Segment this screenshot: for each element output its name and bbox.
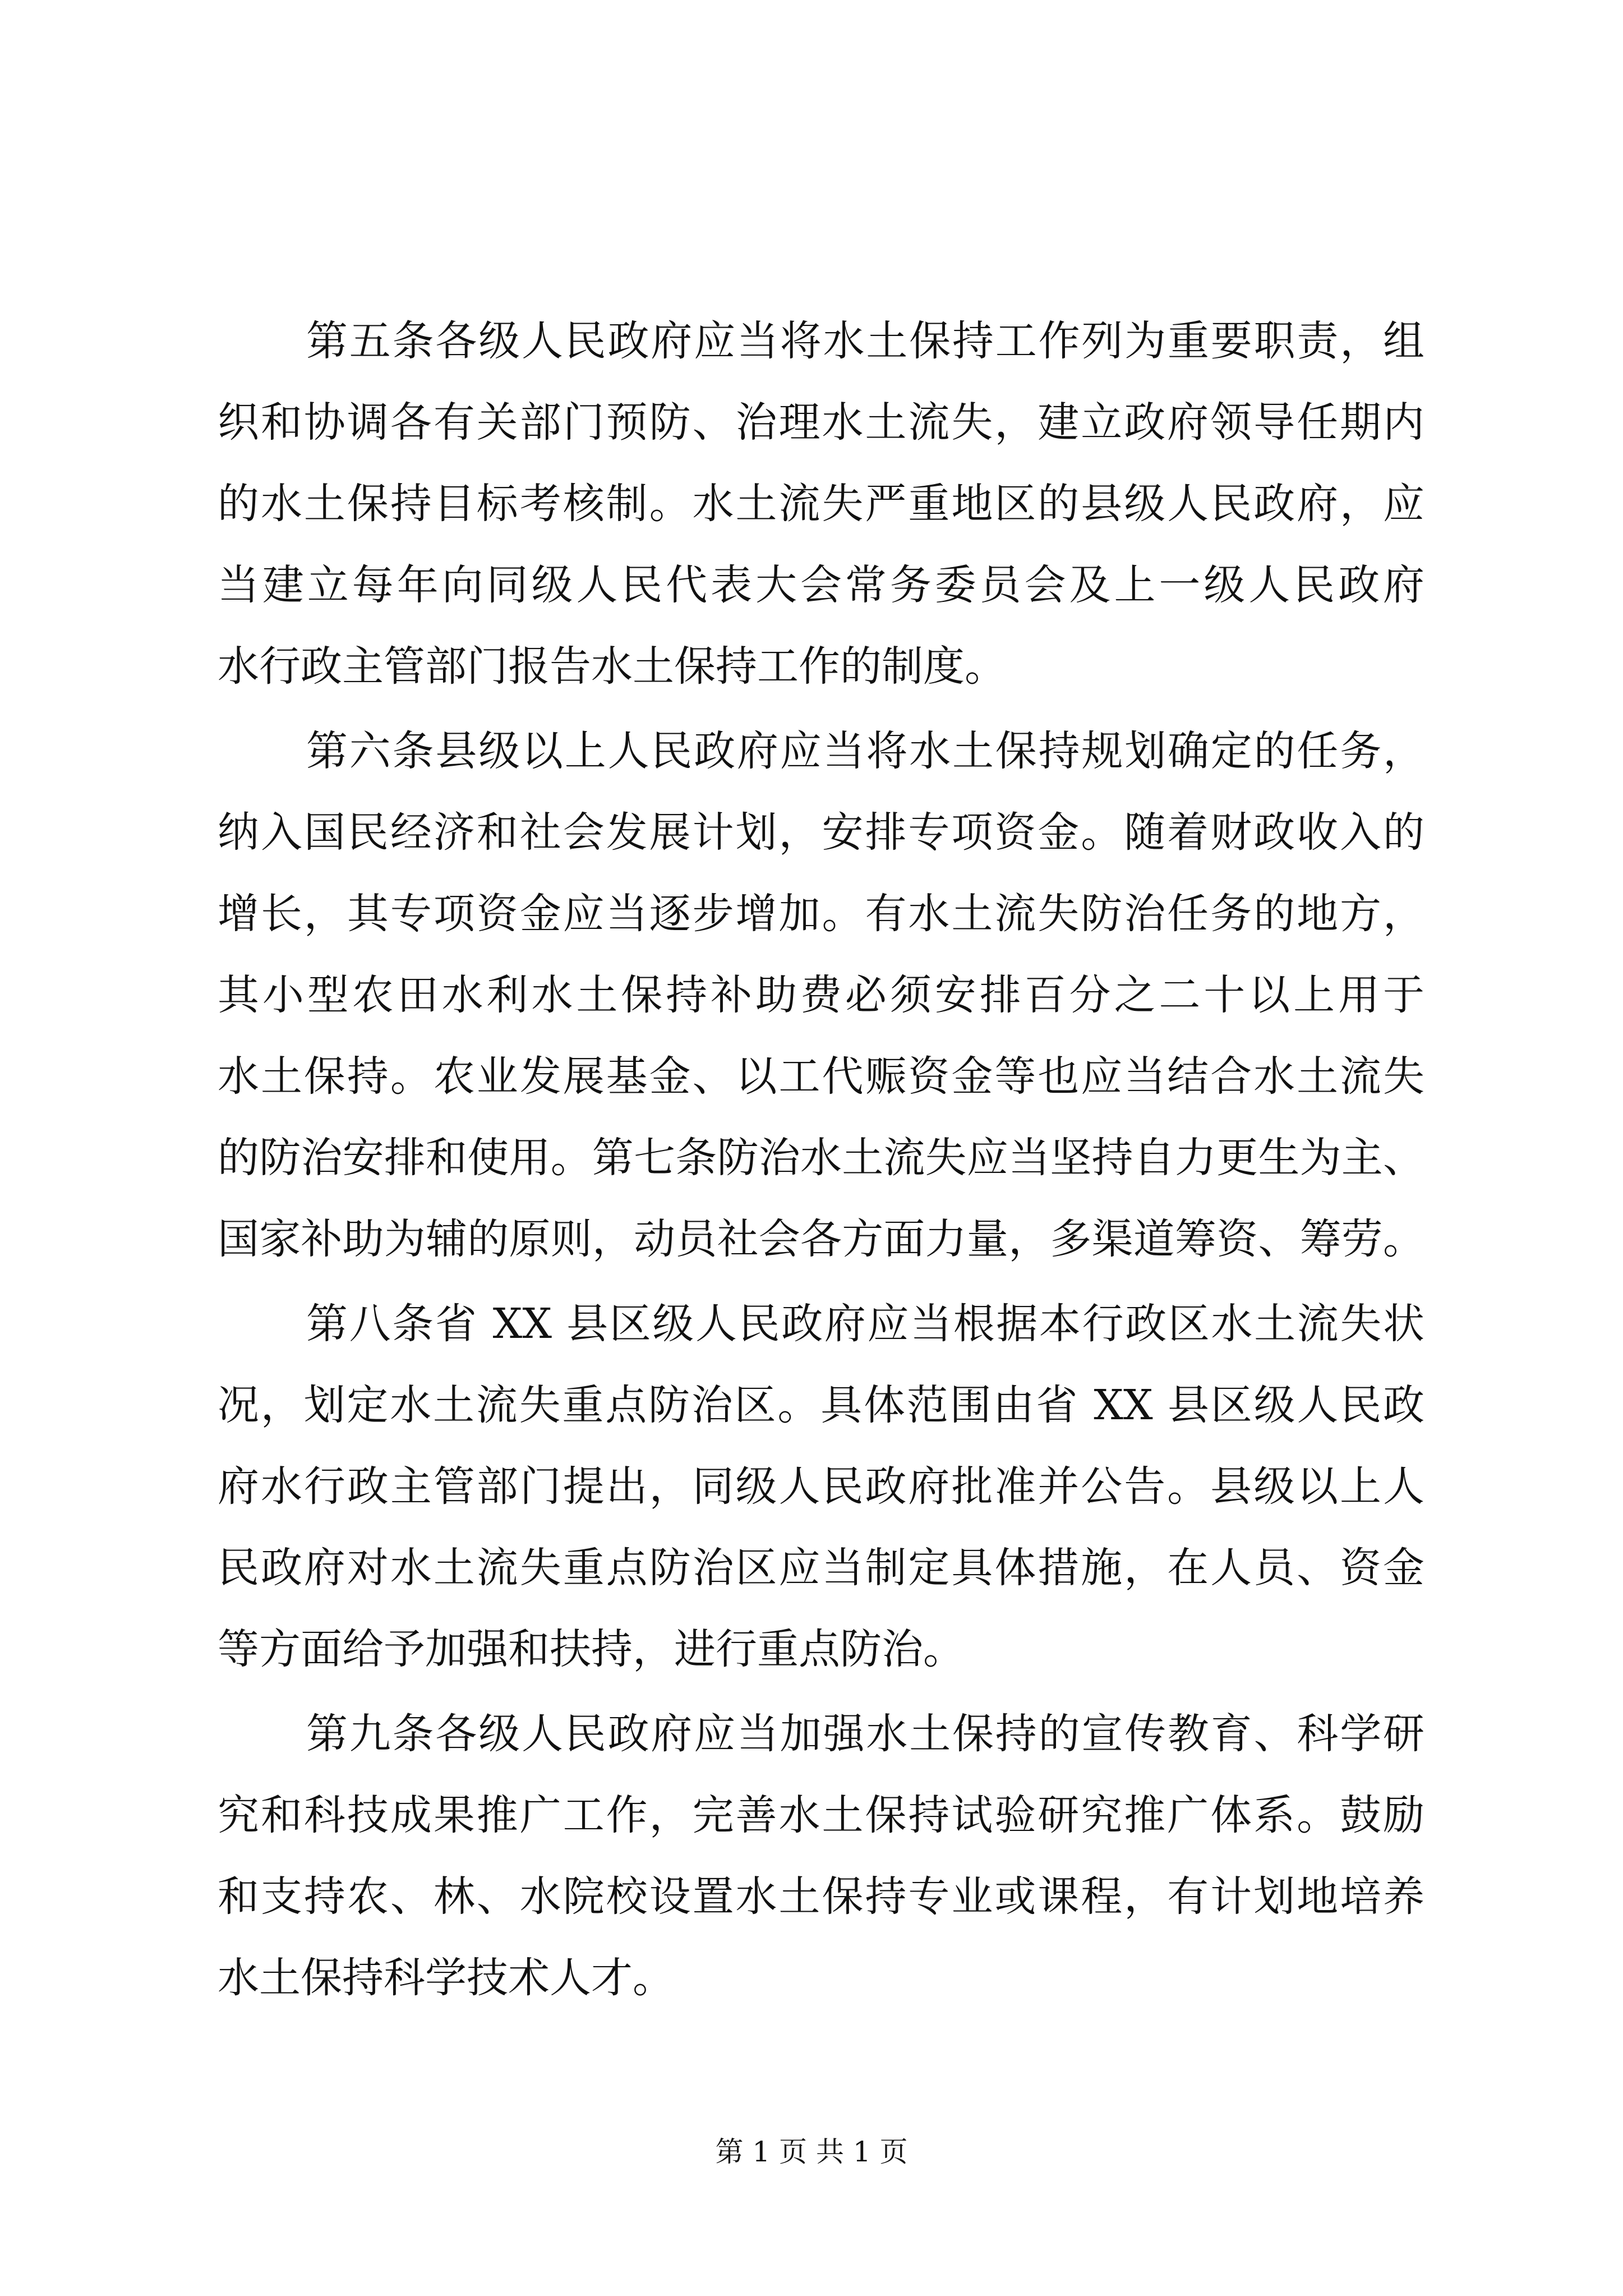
text-line: 民政府对水土流失重点防治区应当制定具体措施，在人员、资金 [218,1544,1424,1592]
article-6-7-paragraph [218,711,1424,1280]
text-line: 况，划定水土流失重点防治区。具体范围由省 XX 县区级人民政 [218,1381,1424,1429]
text-line: 第六条县级以上人民政府应当将水土保持规划确定的任务， [306,727,1424,775]
text-line: 等方面给予加强和扶持，进行重点防治。 [218,1625,965,1673]
text-line: 织和协调各有关部门预防、治理水土流失，建立政府领导任期内 [218,398,1424,447]
text-line: 和支持农、林、水院校设置水土保持专业或课程，有计划地培养 [218,1872,1424,1921]
text-line: 的防治安排和使用。第七条防治水土流失应当坚持自力更生为主、 [218,1134,1424,1182]
text-line: 其小型农田水利水土保持补助费必须安排百分之二十以上用于 [218,971,1424,1019]
article-9-paragraph [218,1694,1424,2019]
page-number-label: 第 1 页 共 1 页 [715,2136,908,2168]
text-line: 当建立每年向同级人民代表大会常务委员会及上一级人民政府 [218,561,1424,609]
article-5-paragraph [218,301,1424,707]
page-footer [0,2135,1623,2169]
text-line: 第五条各级人民政府应当将水土保持工作列为重要职责，组 [306,317,1424,365]
text-line: 究和科技成果推广工作，完善水土保持试验研究推广体系。鼓励 [218,1791,1424,1839]
text-line: 第八条省 XX 县区级人民政府应当根据本行政区水土流失状 [306,1300,1424,1348]
text-line: 国家补助为辅的原则，动员社会各方面力量，多渠道筹资、筹劳。 [218,1215,1424,1263]
text-line: 的水土保持目标考核制。水土流失严重地区的县级人民政府，应 [218,480,1424,528]
text-line: 水土保持科学技术人才。 [218,1954,674,2002]
text-line: 纳入国民经济和社会发展计划，安排专项资金。随着财政收入的 [218,808,1424,857]
text-line: 水土保持。农业发展基金、以工代赈资金等也应当结合水土流失 [218,1052,1424,1101]
text-line: 府水行政主管部门提出，同级人民政府批准并公告。县级以上人 [218,1462,1424,1511]
text-line: 水行政主管部门报告水土保持工作的制度。 [218,642,1006,691]
text-line: 第九条各级人民政府应当加强水土保持的宣传教育、科学研 [306,1710,1424,1758]
text-line: 增长，其专项资金应当逐步增加。有水土流失防治任务的地方， [218,890,1424,938]
document-body [218,301,1424,2019]
article-8-paragraph [218,1283,1424,1690]
